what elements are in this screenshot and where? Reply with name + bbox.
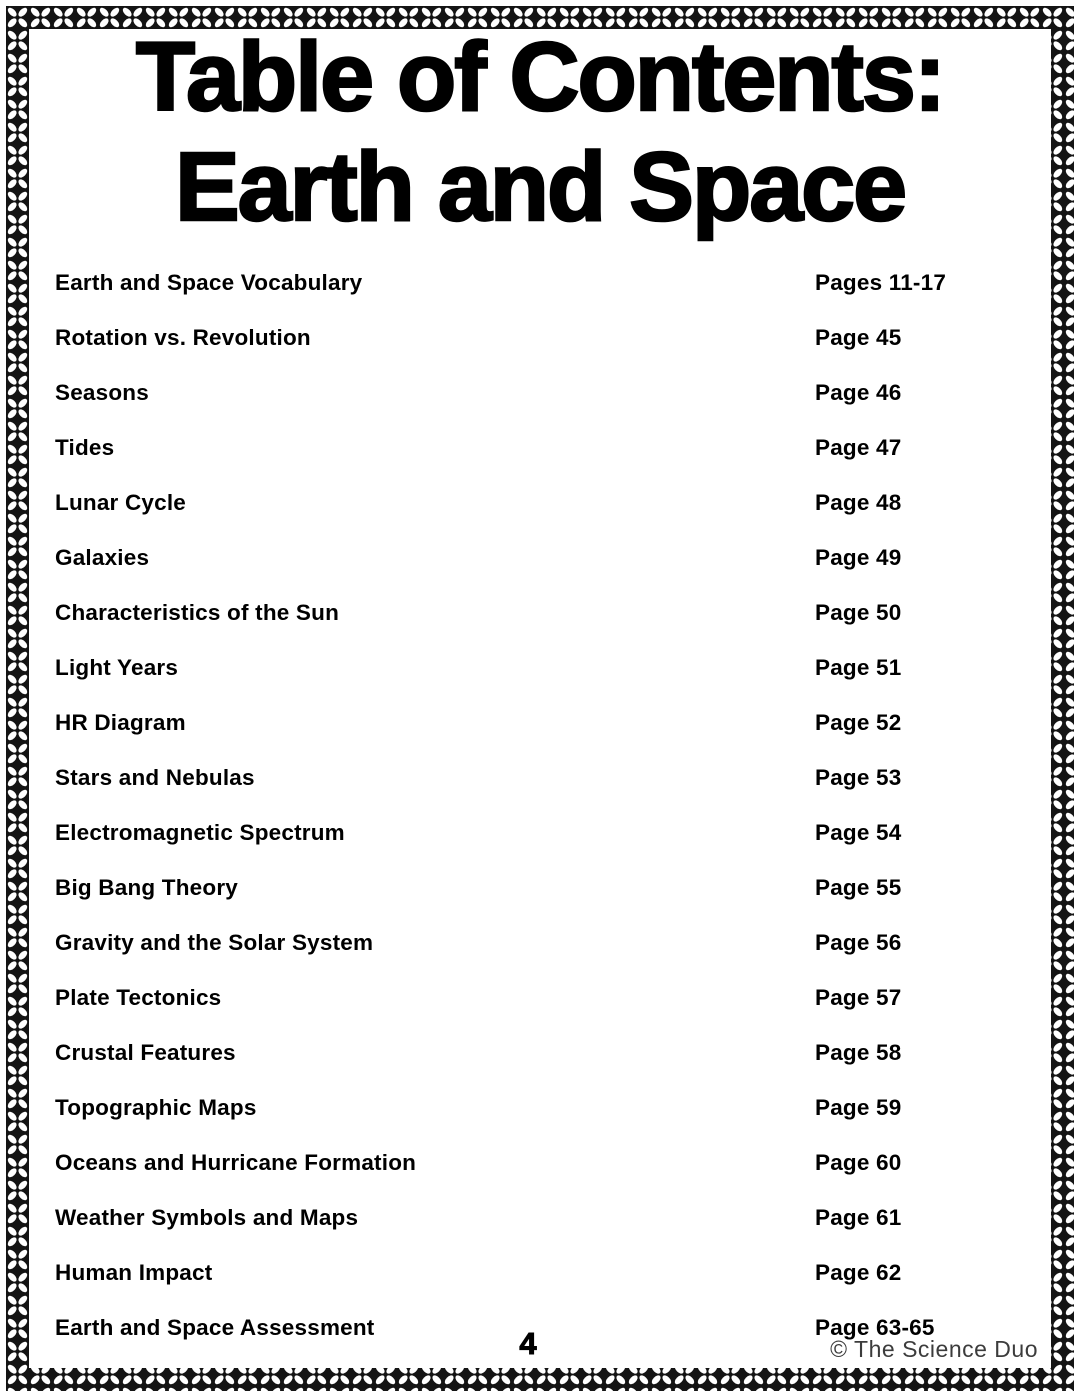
toc-row (55, 475, 1047, 530)
toc-row (55, 1080, 1047, 1135)
toc-row (55, 1245, 1047, 1300)
toc-entry-label: Seasons (55, 379, 149, 405)
toc-entry-label: Tides (55, 434, 115, 460)
border-bottom-band (6, 1368, 1074, 1391)
toc-row (55, 695, 1047, 750)
toc-entry-label: Weather Symbols and Maps (55, 1204, 359, 1230)
toc-entry-page: Page 62 (815, 1259, 902, 1285)
toc-entry-page: Page 52 (815, 709, 902, 735)
toc-entry-label: Light Years (55, 654, 179, 680)
toc-row (55, 255, 1047, 310)
toc-entry-page: Page 54 (815, 819, 902, 845)
toc-row (55, 1025, 1047, 1080)
toc-entry-page: Page 58 (815, 1039, 902, 1065)
toc-entry-page: Page 51 (815, 654, 902, 680)
toc-row (55, 640, 1047, 695)
toc-entry-page: Page 63-65 (815, 1314, 935, 1340)
toc-entry-label: Stars and Nebulas (55, 764, 255, 790)
toc-entry-page: Page 53 (815, 764, 902, 790)
toc-entry-label: Human Impact (55, 1259, 213, 1285)
toc-entry-page: Page 47 (815, 434, 902, 460)
toc-entry-label: HR Diagram (55, 709, 186, 735)
toc-entry-page: Page 60 (815, 1149, 902, 1175)
toc-entry-label: Oceans and Hurricane Formation (55, 1149, 417, 1175)
page-title-line-1: Table of Contents: (135, 22, 945, 131)
border-left-band (6, 6, 29, 1391)
toc-entry-label: Topographic Maps (55, 1094, 257, 1120)
toc-row (55, 1135, 1047, 1190)
toc-entry-page: Page 48 (815, 489, 902, 515)
toc-entry-label: Lunar Cycle (55, 489, 186, 515)
toc-entry-page: Pages 11-17 (815, 269, 947, 295)
page-number: 4 (519, 1326, 537, 1361)
toc-row (55, 530, 1047, 585)
toc-row (55, 585, 1047, 640)
toc-entry-page: Page 57 (815, 984, 902, 1010)
toc-entry-label: Big Bang Theory (55, 874, 239, 900)
toc-entry-label: Characteristics of the Sun (55, 599, 340, 625)
toc-entry-page: Page 50 (815, 599, 902, 625)
toc-row (55, 750, 1047, 805)
toc-entry-label: Earth and Space Vocabulary (55, 269, 363, 295)
border-right-band (1051, 6, 1074, 1391)
toc-entry-page: Page 45 (815, 324, 902, 350)
toc-list (55, 255, 1047, 1355)
toc-entry-label: Galaxies (55, 544, 150, 570)
copyright: © The Science Duo (830, 1336, 1038, 1362)
toc-entry-label: Earth and Space Assessment (55, 1314, 375, 1340)
toc-row (55, 970, 1047, 1025)
page-title-line-2: Earth and Space (174, 131, 906, 241)
toc-row (55, 310, 1047, 365)
toc-entry-page: Page 49 (815, 544, 902, 570)
page-title (36, 22, 1044, 241)
toc-entry-page: Page 61 (815, 1204, 902, 1230)
toc-entry-label: Crustal Features (55, 1039, 236, 1065)
toc-row (55, 420, 1047, 475)
toc-entry-label: Electromagnetic Spectrum (55, 819, 345, 845)
toc-entry-label: Plate Tectonics (55, 984, 222, 1010)
toc-entry-label: Rotation vs. Revolution (55, 324, 311, 350)
toc-entry-page: Page 55 (815, 874, 902, 900)
toc-entry-page: Page 56 (815, 929, 902, 955)
toc-row (55, 1190, 1047, 1245)
toc-row (55, 860, 1047, 915)
toc-entry-label: Gravity and the Solar System (55, 929, 374, 955)
toc-entry-page: Page 46 (815, 379, 902, 405)
toc-row (55, 915, 1047, 970)
toc-row (55, 365, 1047, 420)
toc-entry-page: Page 59 (815, 1094, 902, 1120)
toc-row (55, 805, 1047, 860)
